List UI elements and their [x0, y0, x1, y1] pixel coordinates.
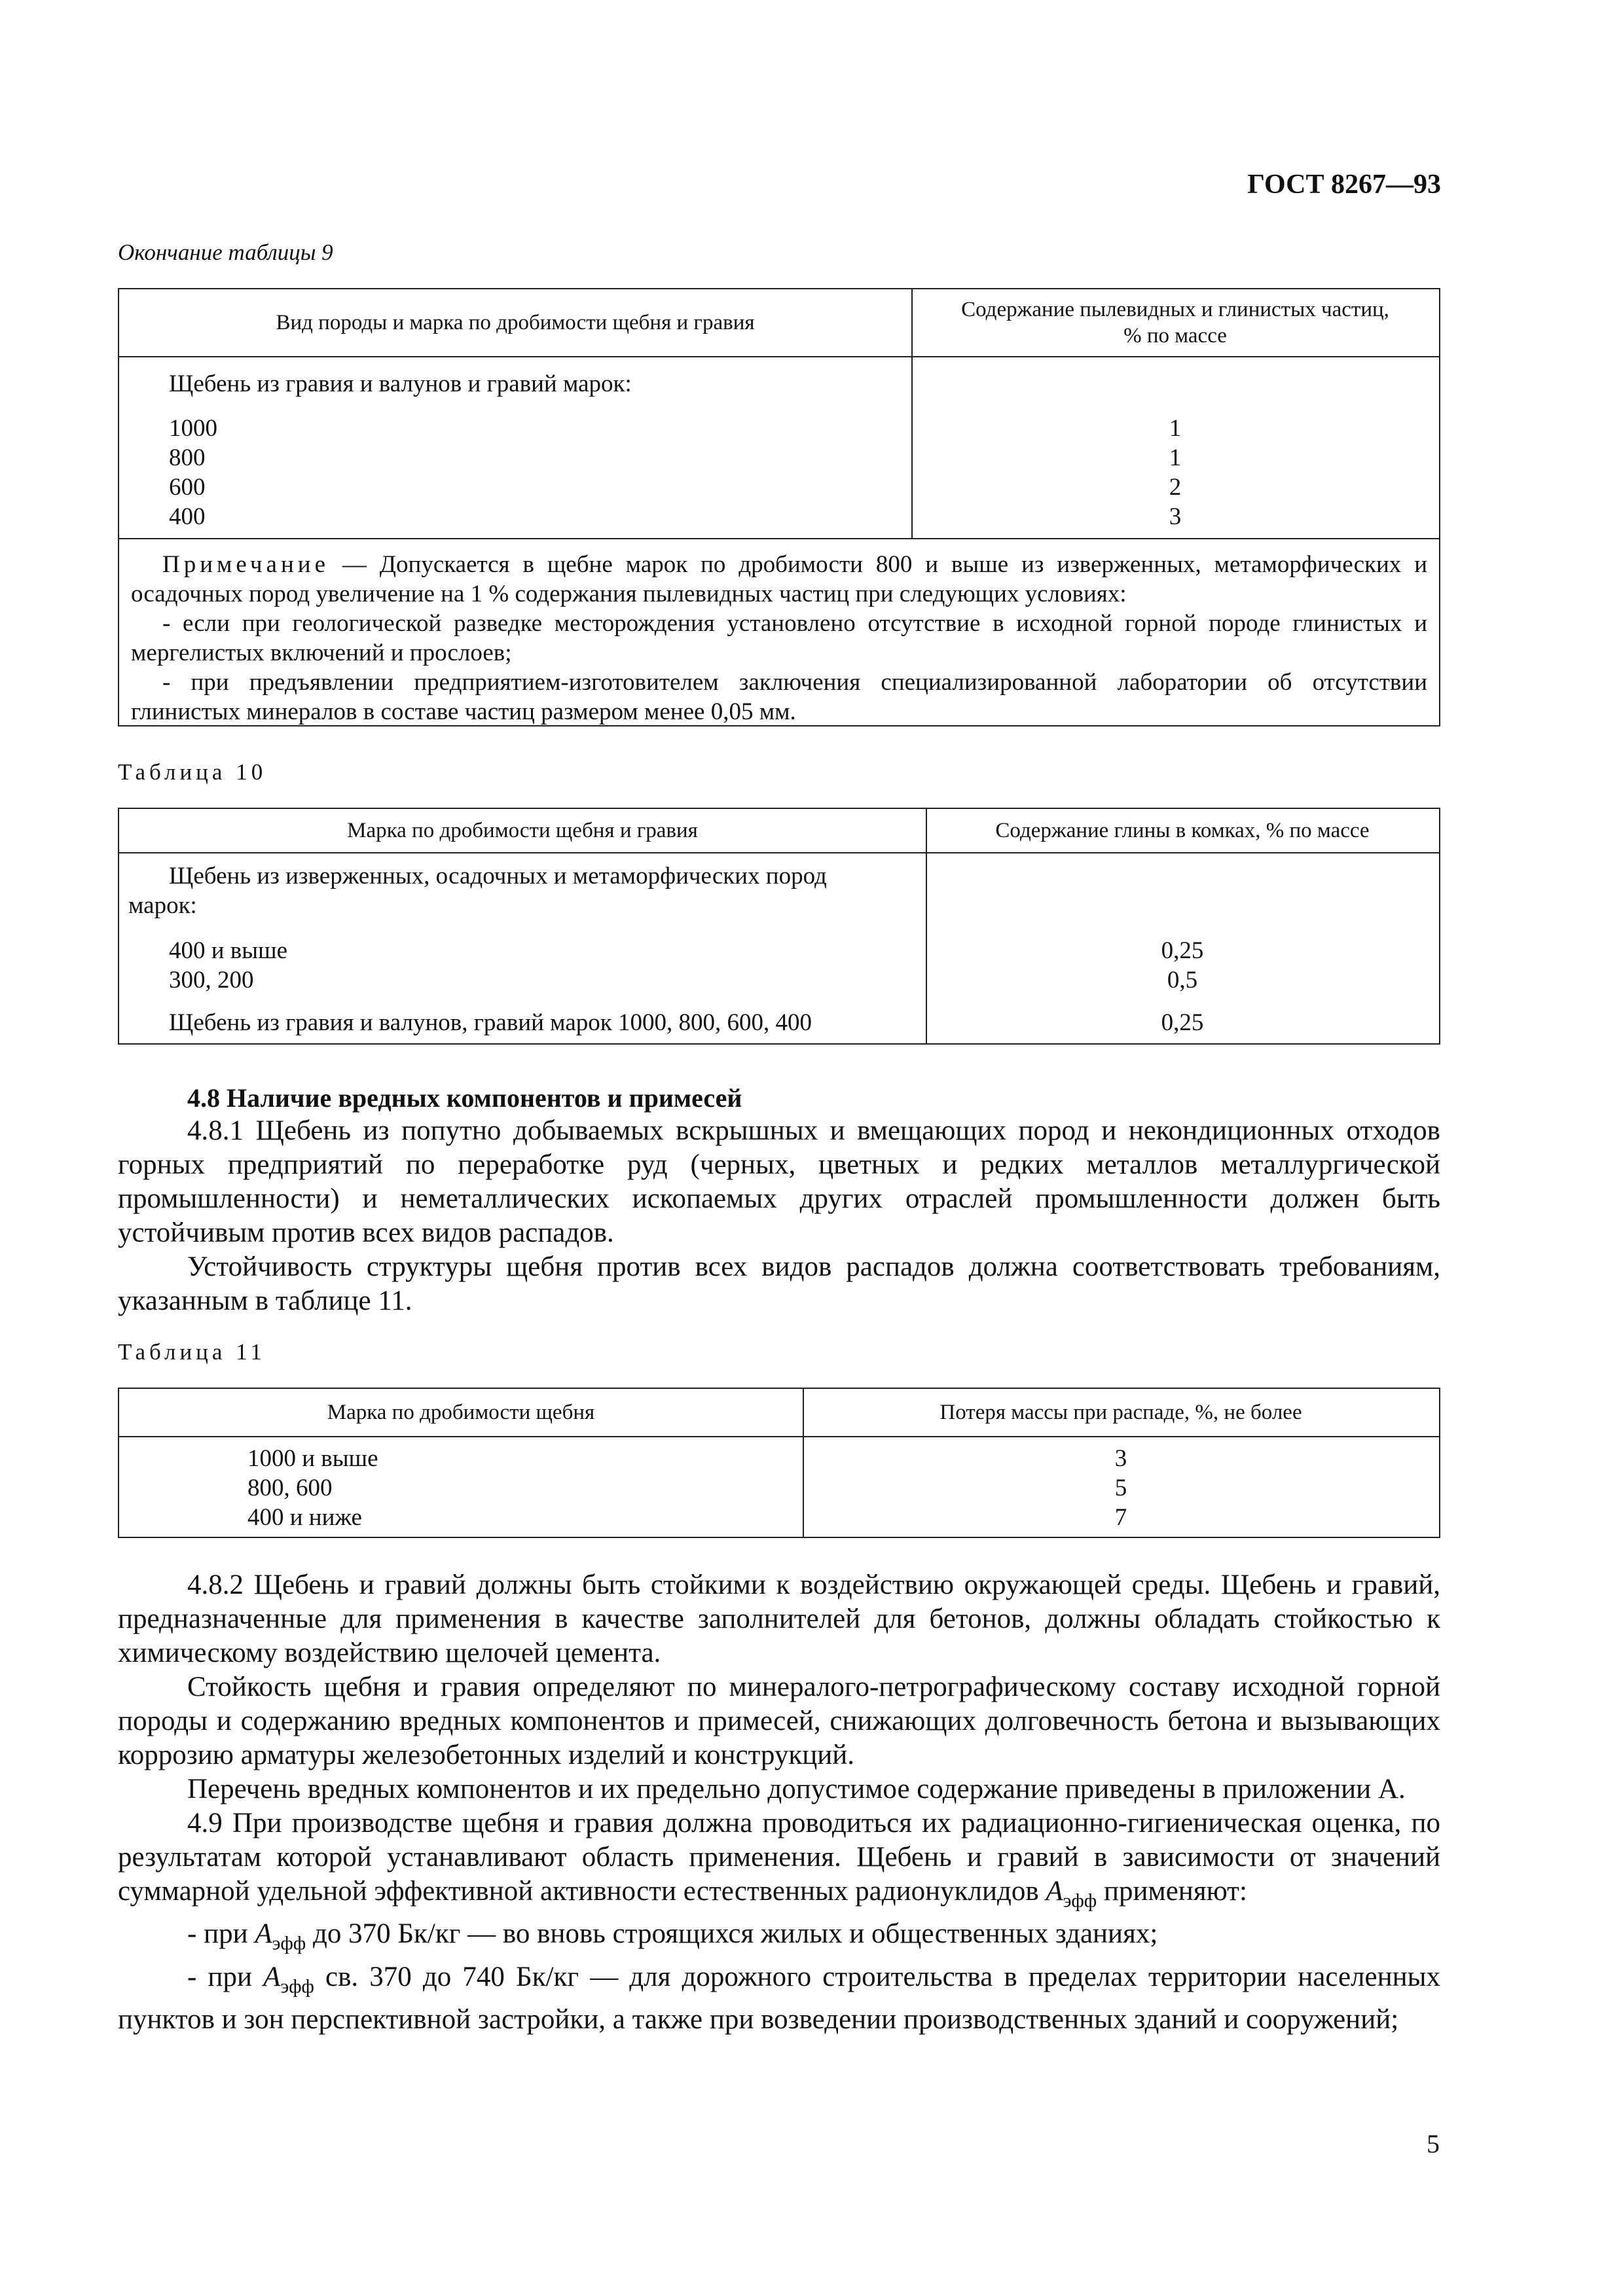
paragraph: 4.8.1 Щебень из попутно добываемых вскрышных и вмещающих пород и некондиционных отходов горных предприятий по переработке руд (черных, цветных и редких металлов металлургической промышленности) и неметаллических ископаемых других отраслей промышленности должен быть устойчивым против всех видов распадов. — [118, 1115, 1440, 1248]
paragraph: Устойчивость структуры щебня против всех видов распадов должна соответствовать требованиям, указанным в таблице 11. — [118, 1251, 1440, 1316]
table11-row-value: 3 — [1114, 1445, 1127, 1472]
table10-row-value: 0,5 — [1167, 967, 1198, 994]
table9-row-value: 3 — [1169, 503, 1182, 530]
paragraph-part: 4.9 При производстве щебня и гравия должна проводиться их радиационно-гигиеническая оценка, по результатам которой устанавливают область применения. Щебень и гравий в зависимости от значений суммарной удельной эффективной активности естественных радионуклидов — [118, 1808, 1440, 1907]
table10-col2-header: Содержание глины в комках, % по массе — [926, 809, 1439, 853]
table11-row-value: 5 — [1114, 1475, 1127, 1501]
table9-note-item: - при предъявлении предприятием-изготовителем заключения специализированной лаборатории об отсутствии глинистых минералов в составе частиц размером менее 0,05 мм. — [131, 669, 1427, 725]
table9-caption: Окончание таблицы 9 — [118, 240, 333, 265]
table9-row-value: 1 — [1169, 415, 1182, 442]
activity-symbol: А — [263, 1961, 281, 1992]
page-number: 5 — [1427, 2129, 1440, 2159]
table10-group1-label: Щебень из изверженных, осадочных и метаморфических пород — [169, 863, 827, 889]
list-item-part: - при — [187, 1918, 255, 1950]
activity-subscript: эфф — [272, 1931, 306, 1954]
table10-group2-value: 0,25 — [1161, 1009, 1204, 1036]
table10-group1-label-cont: марок: — [128, 892, 197, 919]
paragraph: 4.8.2 Щебень и гравий должны быть стойкими к воздействию окружающей среды. Щебень и гравий, предназначенные для применения в качестве заполнителей для бетонов, должны обладать стойкостью к химическому воздействию щелочей цемента. — [118, 1570, 1440, 1668]
table9-note-divider — [119, 538, 1439, 539]
table11-row-grade: 800, 600 — [247, 1475, 333, 1501]
table10 — [118, 808, 1440, 1045]
activity-symbol: А — [255, 1918, 272, 1950]
table11-row-grade: 1000 и выше — [247, 1445, 378, 1472]
list-item — [118, 1960, 1440, 2037]
table11-row-grade: 400 и ниже — [247, 1504, 362, 1531]
table9-group-label: Щебень из гравия и валунов и гравий марок: — [169, 370, 632, 397]
table10-row-grade: 400 и выше — [169, 937, 288, 964]
table9-note-item: - если при геологической разведке месторождения установлено отсутствие в исходной горной породе глинистых и мергелистых включений и прослоев; — [131, 610, 1427, 666]
table10-col1-header: Марка по дробимости щебня и гравия — [119, 809, 926, 853]
table9-row-grade: 1000 — [169, 415, 217, 442]
table11-caption: Таблица 11 — [118, 1339, 266, 1365]
paragraph: Стойкость щебня и гравия определяют по минералого-петрографическому составу исходной горной породы и содержанию вредных компонентов и примесей, снижающих долговечность бетона и вызывающих коррозию арматуры железобетонных изделий и конструкций. — [118, 1672, 1440, 1770]
standard-designation: ГОСТ 8267—93 — [1247, 170, 1441, 200]
table9-note — [131, 550, 1427, 726]
activity-subscript: эфф — [280, 1975, 314, 1998]
table9-col1-header: Вид породы и марка по дробимости щебня и гравия — [119, 289, 911, 357]
table9-note-text: — Допускается в щебне марок по дробимости 800 и выше из изверженных, метаморфических и осадочных пород увеличение на 1 % содержания пылевидных частиц при следующих условиях: — [131, 551, 1427, 607]
table10-caption: Таблица 10 — [118, 759, 267, 785]
table11 — [118, 1388, 1440, 1538]
section482-49-text — [118, 1568, 1440, 2037]
table9-note-label: Примечание — [162, 551, 329, 578]
table9-row-grade: 800 — [169, 444, 206, 471]
section48-text — [118, 1114, 1440, 1318]
table9-col2-header-line1: Содержание пылевидных и глинистых частиц, — [961, 298, 1389, 321]
table10-group2-label: Щебень из гравия и валунов, гравий марок 1000, 800, 600, 400 — [169, 1009, 812, 1036]
paragraph-part: применяют: — [1097, 1876, 1247, 1907]
table9 — [118, 288, 1440, 726]
table9-col2-header — [911, 289, 1439, 357]
paragraph — [118, 1806, 1440, 1917]
list-item — [118, 1917, 1440, 1960]
table9-col2-header-line2: % по массе — [1123, 324, 1227, 348]
table11-col1-header: Марка по дробимости щебня — [119, 1389, 803, 1437]
section-heading: 4.8 Наличие вредных компонентов и примесей — [187, 1083, 742, 1113]
table9-row-grade: 600 — [169, 474, 206, 501]
paragraph: Перечень вредных компонентов и их предельно допустимое содержание приведены в приложении А. — [187, 1774, 1406, 1804]
list-item-part: - при — [187, 1961, 264, 1992]
table11-row-value: 7 — [1114, 1504, 1127, 1531]
table9-row-value: 1 — [1169, 444, 1182, 471]
table9-row-value: 2 — [1169, 474, 1182, 501]
activity-symbol: А — [1046, 1876, 1063, 1907]
table10-row-grade: 300, 200 — [169, 967, 254, 994]
list-item-part: св. 370 до 740 Бк/кг — для дорожного строительства в пределах территории населенных пунктов и зон перспективной застройки, а также при возведении производственных зданий и сооружений; — [118, 1961, 1440, 2036]
activity-subscript: эфф — [1063, 1889, 1097, 1912]
table11-col2-header: Потеря массы при распаде, %, не более — [803, 1389, 1439, 1437]
table9-row-grade: 400 — [169, 503, 206, 530]
table10-row-value: 0,25 — [1161, 937, 1204, 964]
list-item-part: до 370 Бк/кг — во вновь строящихся жилых и общественных зданиях; — [306, 1918, 1158, 1950]
